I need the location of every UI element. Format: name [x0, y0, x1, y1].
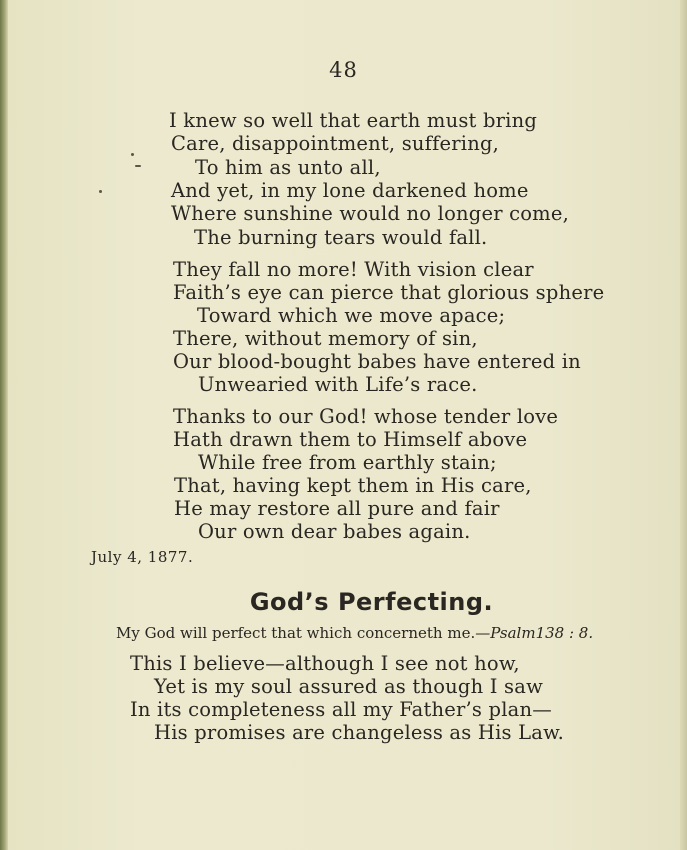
epigraph — [116, 624, 593, 642]
page-edge — [680, 0, 687, 850]
poem-line: That, having kept them in His care, — [174, 474, 532, 497]
poem-line: Thanks to our God! whose tender love — [173, 405, 559, 428]
poem-line: While free from earthly stain; — [198, 451, 497, 474]
poem-date: July 4, 1877. — [91, 548, 194, 566]
poem-line: Faith’s eye can pierce that glorious sphere — [173, 281, 605, 304]
poem-line: He may restore all pure and fair — [174, 497, 500, 520]
poem-line: Toward which we move apace; — [197, 304, 506, 327]
poem-line: Care, disappointment, suffering, — [171, 132, 500, 155]
book-spine — [0, 0, 8, 850]
poem-line: In its completeness all my Father’s plan— — [130, 698, 552, 721]
page-number: 48 — [329, 58, 358, 82]
poem-line: I knew so well that earth must bring — [169, 109, 538, 132]
poem-title: God’s Perfecting. — [249, 588, 494, 616]
epigraph-text: My God will perfect that which concerneth me.— — [116, 624, 491, 642]
poem-line: They fall no more! With vision clear — [173, 258, 534, 281]
ink-speck — [131, 153, 134, 156]
poem-line: The burning tears would fall. — [194, 226, 488, 249]
poem-line: Unwearied with Life’s race. — [198, 373, 478, 396]
poem-line: And yet, in my lone darkened home — [171, 179, 529, 202]
poem-line: Yet is my soul assured as though I saw — [154, 675, 543, 698]
scripture-reference: Psalm138 : 8. — [490, 624, 594, 642]
poem-line: His promises are changeless as His Law. — [154, 721, 565, 744]
poem-line: To him as unto all, — [195, 156, 381, 179]
ink-speck — [135, 165, 141, 167]
poem-line: Our blood-bought babes have entered in — [173, 350, 581, 373]
poem-line: Our own dear babes again. — [198, 520, 471, 543]
ink-speck — [99, 190, 102, 193]
poem-line: Hath drawn them to Himself above — [173, 428, 528, 451]
poem-line: Where sunshine would no longer come, — [171, 202, 569, 225]
poem-line: There, without memory of sin, — [173, 327, 478, 350]
poem-line: This I believe—although I see not how, — [130, 652, 520, 675]
